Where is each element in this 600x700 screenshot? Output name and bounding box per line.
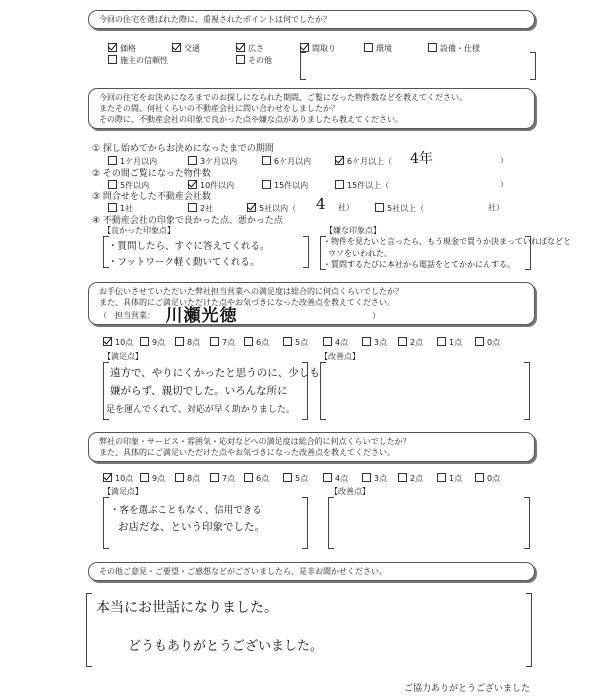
q1-option-equipment[interactable]: 設備・仕様: [428, 42, 480, 54]
q3-line2: また、具体的にご満足いただけた点やお気づきになった改善点を教えてください。: [99, 298, 395, 307]
checkbox-icon: [244, 473, 253, 482]
q1-option-size[interactable]: 広さ: [236, 42, 264, 54]
q3-score-10[interactable]: [475, 336, 500, 348]
impression-title: ④ 不動産会社の印象で良かった点、悪かった点: [92, 216, 283, 226]
score-label: 5点: [295, 474, 309, 483]
q4-satisfied-label: 【満足点】: [103, 487, 143, 496]
score-label: 3点: [374, 474, 388, 483]
period-6months[interactable]: 6ケ月以内: [262, 155, 311, 167]
q3-improve-bracket-left: [320, 362, 326, 420]
q2-intro-line2: またその間、何社くらいの不動産会社に問い合わせをしましたか？: [99, 104, 339, 113]
score-label: 6点: [256, 474, 270, 483]
checkbox-icon: [140, 473, 149, 482]
score-label: 10点: [115, 474, 134, 483]
q3-rep-line: [99, 306, 524, 326]
score-label: 2点: [410, 474, 424, 483]
checkbox-icon: [172, 43, 181, 52]
q1-option-environment[interactable]: 環境: [364, 42, 392, 54]
checkbox-icon: [236, 55, 245, 64]
score-label: 1点: [449, 474, 463, 483]
checkbox-icon: [323, 473, 332, 482]
score-label: 7点: [222, 338, 236, 347]
checkbox-icon: [103, 473, 112, 482]
q1-option-reliability[interactable]: 施主の信頼性: [108, 54, 168, 66]
score-label: 4点: [335, 338, 349, 347]
checkbox-icon: [428, 43, 437, 52]
score-label: 3点: [374, 338, 388, 347]
score-label: 4点: [335, 474, 349, 483]
q4-score-10[interactable]: [475, 472, 500, 484]
score-label: 10点: [115, 338, 134, 347]
period-1month[interactable]: 1ケ月以内: [108, 155, 157, 167]
q3-score-9[interactable]: [437, 336, 462, 348]
company-unit1: 社）: [338, 203, 354, 212]
score-label: 7点: [222, 474, 236, 483]
company-1[interactable]: 1社: [108, 202, 133, 214]
count-close: ）: [500, 180, 508, 189]
q3-score-4[interactable]: [244, 336, 269, 348]
q4-score-2[interactable]: [175, 472, 200, 484]
score-label: 2点: [410, 338, 424, 347]
score-label: 8点: [187, 474, 201, 483]
checkbox-icon: [244, 337, 253, 346]
q1-option-other[interactable]: その他: [236, 54, 272, 66]
q2-question-box: [88, 88, 535, 129]
q4-satisfied-bracket-left: [103, 497, 109, 549]
good-bracket-right: [303, 236, 309, 268]
period-title: ① 探し始めてからお決めになったまでの期間: [92, 144, 274, 154]
q5-bracket-left: [86, 593, 92, 667]
checkbox-icon: [335, 180, 344, 189]
q4-improve-label: 【改善点】: [330, 487, 370, 496]
q4-score-8[interactable]: [398, 472, 423, 484]
checkbox-icon: [437, 473, 446, 482]
footer-thanks: ご協力ありがとうございました: [404, 684, 531, 694]
checkbox-icon: [262, 180, 271, 189]
company-within5[interactable]: 5社以内（: [247, 202, 296, 214]
q4-score-0[interactable]: [103, 472, 133, 484]
q1-option-price[interactable]: 価格: [108, 42, 136, 54]
q5-question: その他ご意見・ご要望・ご感想などがございましたら、是非お聞かせください。: [99, 567, 387, 576]
q4-question-box: [88, 432, 535, 462]
checkbox-icon: [140, 337, 149, 346]
q3-score-5[interactable]: [283, 336, 308, 348]
bad-line1: ・物件を見たいと言ったら、もう現金で買うか決まっていればなどと: [323, 237, 571, 246]
checkbox-icon: [437, 337, 446, 346]
checkbox-icon: [188, 156, 197, 165]
q3-improve-bracket-right: [524, 362, 530, 420]
checkbox-icon: [175, 337, 184, 346]
q4-satisfied-line1: ・客を選ぶこともなく、信用できる: [110, 505, 262, 516]
q4-satisfied-line2: お店だな、という印象でした。: [118, 521, 265, 533]
q4-line1: 弊社の印象・サービス・雰囲気・応対などへの満足度は総合的に何点くらいでしたか？: [99, 437, 411, 446]
q4-score-9[interactable]: [437, 472, 462, 484]
checkbox-icon: [300, 43, 309, 52]
good-label: 【良かった印象点】: [103, 226, 175, 235]
q4-improve-bracket-left: [328, 497, 334, 549]
checkbox-icon: [375, 203, 384, 212]
count-5[interactable]: 5件以内: [108, 179, 149, 191]
score-label: 8点: [187, 338, 201, 347]
q4-score-7[interactable]: [362, 472, 387, 484]
score-label: 0点: [487, 474, 501, 483]
q3-score-8[interactable]: [398, 336, 423, 348]
q1-other-bracket-right: [530, 52, 536, 80]
checkbox-icon: [475, 473, 484, 482]
checkbox-icon: [236, 43, 245, 52]
q3-score-0[interactable]: [103, 336, 133, 348]
company-handwritten: 4: [316, 195, 326, 213]
q3-score-6[interactable]: [323, 336, 348, 348]
period-close: ）: [500, 156, 508, 165]
checkbox-icon: [362, 473, 371, 482]
company-title: ③ 問合せをした不動産会社数: [92, 192, 211, 202]
q5-line2: どうもありがとうございました。: [128, 639, 324, 654]
checkbox-icon: [283, 473, 292, 482]
q2-intro-line1: 今回の住宅をお決めになるまでのお探しになられた期間、ご覧になった物件数などを教えてください。: [99, 93, 467, 102]
score-label: 0点: [487, 338, 501, 347]
good-line1: ・質問したら、すぐに答えてくれる。: [108, 241, 270, 252]
company-over5[interactable]: 5社以上（: [375, 202, 424, 214]
score-label: 9点: [152, 474, 166, 483]
bad-line3: ・質問するたびに本社から電話をとてかかにんする。: [323, 260, 515, 269]
checkbox-icon: [475, 337, 484, 346]
q4-score-6[interactable]: [323, 472, 348, 484]
score-label: 9点: [152, 338, 166, 347]
checkbox-icon: [398, 337, 407, 346]
checkbox-icon: [188, 180, 197, 189]
q4-score-1[interactable]: [140, 472, 165, 484]
q1-other-bracket-left: [300, 52, 306, 80]
count-10[interactable]: 10件以内: [188, 179, 234, 191]
checkbox-icon: [108, 156, 117, 165]
checkbox-icon: [210, 337, 219, 346]
q1-question: 今回の住宅を選ばれた際に、重視されたポイントは何でしたか？: [99, 15, 331, 24]
q3-score-1[interactable]: [140, 336, 165, 348]
q5-bracket-right: [526, 593, 532, 667]
score-label: 1点: [449, 338, 463, 347]
q4-score-3[interactable]: [210, 472, 235, 484]
q3-satisfied-line1: 遠方で、やりにくかったと思うのに、少しも: [110, 367, 320, 379]
bad-line2: ウソをいわれた。: [328, 249, 392, 258]
checkbox-icon: [103, 337, 112, 346]
q3-score-7[interactable]: [362, 336, 387, 348]
q5-question-box: [88, 562, 535, 581]
q3-line1: お手伝いさせていただいた弊社担当営業への満足度は総合的に何点くらいでしたか？: [99, 287, 403, 296]
rep-label: （ 担当営業：: [99, 311, 155, 320]
period-handwritten: 4年: [410, 151, 433, 167]
checkbox-icon: [108, 43, 117, 52]
checkbox-icon: [364, 43, 373, 52]
count-title: ② その間ご覧になった物件数: [92, 169, 211, 179]
bad-label: 【嫌な印象点】: [325, 226, 381, 235]
q3-score-2[interactable]: [175, 336, 200, 348]
q5-line1: 本当にお世話になりました。: [96, 600, 278, 616]
q3-satisfied-label: 【満足点】: [103, 352, 143, 361]
q3-satisfied-line3: 足を運んでくれて、対応が早く助かりました。: [106, 405, 295, 415]
checkbox-icon: [108, 203, 117, 212]
rep-name: 川瀬光徳: [165, 306, 238, 326]
q3-score-3[interactable]: [210, 336, 235, 348]
q3-improve-label: 【改善点】: [320, 352, 360, 361]
q1-question-box: [88, 10, 535, 29]
q4-score-5[interactable]: [283, 472, 308, 484]
company-unit2: 社）: [488, 203, 504, 212]
q2-intro-line3: その際に、不動産会社の印象で良かった点や嫌な点がありましたら教えてください。: [99, 115, 403, 124]
good-line2: ・フットワーク軽く動いてくれる。: [108, 257, 260, 268]
q4-score-4[interactable]: [244, 472, 269, 484]
q1-option-layout[interactable]: 間取り: [300, 42, 336, 54]
period-3months[interactable]: 3ケ月以内: [188, 155, 237, 167]
company-2[interactable]: 2社: [188, 202, 213, 214]
checkbox-icon: [210, 473, 219, 482]
q4-line2: また、具体的にご満足いただけた点やお気づきになった改善点を教えてください。: [99, 448, 395, 457]
checkbox-icon: [108, 55, 117, 64]
checkbox-icon: [362, 337, 371, 346]
rep-close: ）: [372, 311, 381, 320]
checkbox-icon: [283, 337, 292, 346]
count-15[interactable]: 15件以内: [262, 179, 308, 191]
checkbox-icon: [335, 156, 344, 165]
period-over6months[interactable]: 6ケ月以上（: [335, 155, 392, 167]
count-over15[interactable]: 15件以上（: [335, 179, 389, 191]
q4-satisfied-bracket-right: [302, 497, 308, 549]
checkbox-icon: [262, 156, 271, 165]
checkbox-icon: [175, 473, 184, 482]
checkbox-icon: [398, 473, 407, 482]
checkbox-icon: [108, 180, 117, 189]
q1-option-transport[interactable]: 交通: [172, 42, 200, 54]
q3-question-box: [88, 282, 535, 325]
score-label: 6点: [256, 338, 270, 347]
checkbox-icon: [323, 337, 332, 346]
checkbox-icon: [188, 203, 197, 212]
score-label: 5点: [295, 338, 309, 347]
q4-improve-bracket-right: [524, 497, 530, 549]
checkbox-icon: [247, 203, 256, 212]
q3-satisfied-line2: 嫌がらず、親切でした。いろんな所に: [110, 385, 288, 397]
